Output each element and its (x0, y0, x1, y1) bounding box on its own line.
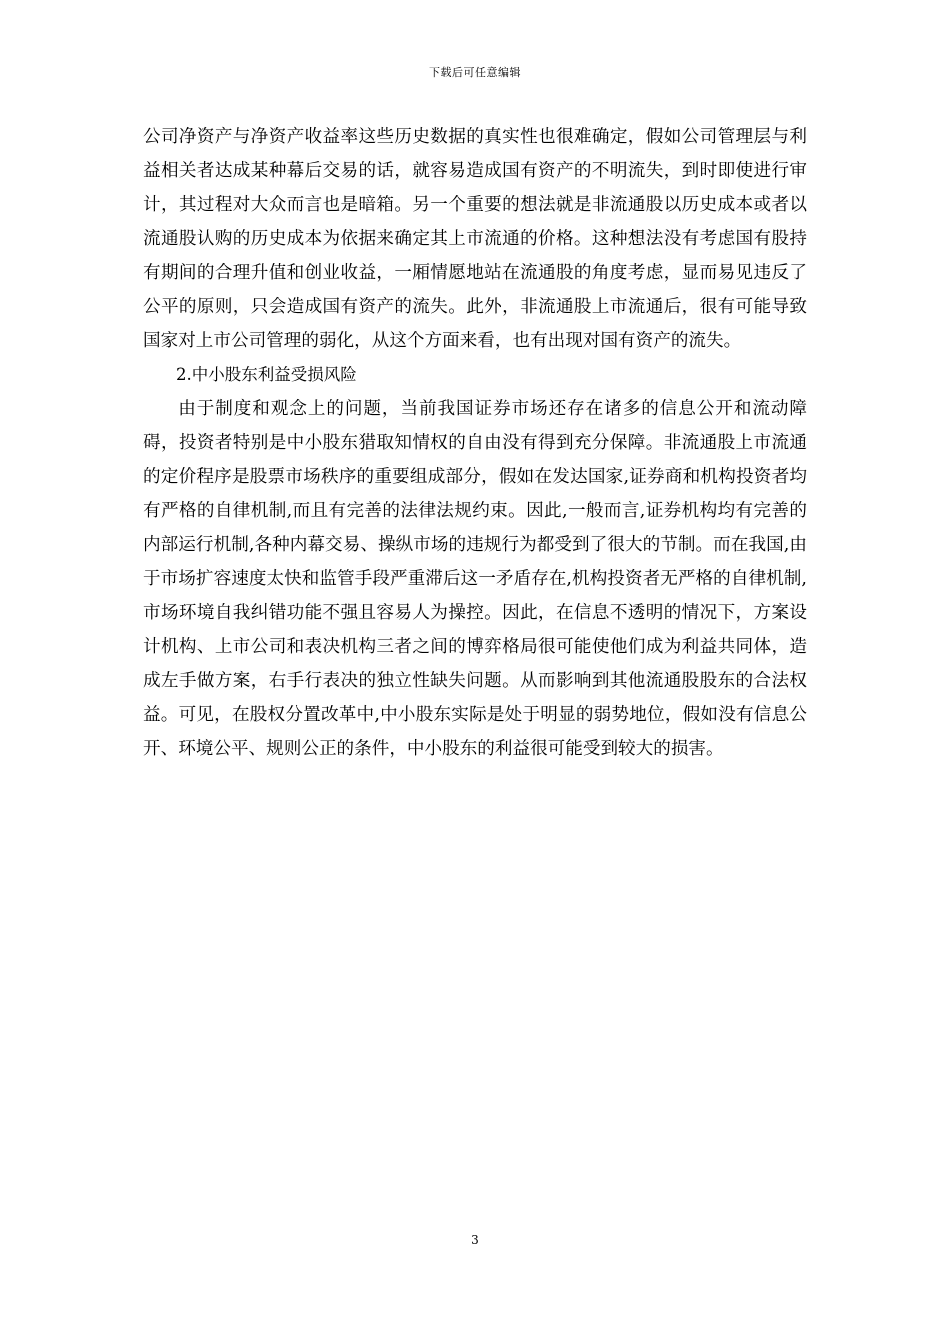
paragraph: 由于制度和观念上的问题，当前我国证券市场还存在诸多的信息公开和流动障碍，投资者特别是中小股东猎取知情权的自由没有得到充分保障。非流通股上市流通的定价程序是股票市场秩序的重要组成部分，假如在发达国家,证券商和机构投资者均有严格的自律机制,而且有完善的法律法规约束。因此,一般而言,证券机构均有完善的内部运行机制,各种内幕交易、操纵市场的违规行为都受到了很大的节制。而在我国,由于市场扩容速度太快和监管手段严重滞后这一矛盾存在,机构投资者无严格的自律机制,市场环境自我纠错功能不强且容易人为操控。因此，在信息不透明的情况下，方案设计机构、上市公司和表决机构三者之间的博弈格局很可能使他们成为利益共同体，造成左手做方案，右手行表决的独立性缺失问题。从而影响到其他流通股股东的合法权益。可见，在股权分置改革中,中小股东实际是处于明显的弱势地位，假如没有信息公开、环境公平、规则公正的条件，中小股东的利益很可能受到较大的损害。 (143, 399, 807, 759)
page-number: 3 (471, 1233, 479, 1247)
paragraph-continuation: 公司净资产与净资产收益率这些历史数据的真实性也很难确定，假如公司管理层与利益相关者达成某种幕后交易的话，就容易造成国有资产的不明流失，到时即使进行审计，其过程对大众而言也是暗箱。另一个重要的想法就是非流通股以历史成本或者以流通股认购的历史成本为依据来确定其上市流通的价格。这种想法没有考虑国有股持有期间的合理升值和创业收益，一厢情愿地站在流通股的角度考虑，显而易见违反了公平的原则，只会造成国有资产的流失。此外，非流通股上市流通后，很有可能导致国家对上市公司管理的弱化，从这个方面来看，也有出现对国有资产的流失。 (143, 127, 807, 351)
page-header: 下载后可任意编辑 (429, 66, 521, 79)
section-heading: 2.中小股东利益受损风险 (176, 365, 357, 384)
document-body (143, 120, 807, 766)
